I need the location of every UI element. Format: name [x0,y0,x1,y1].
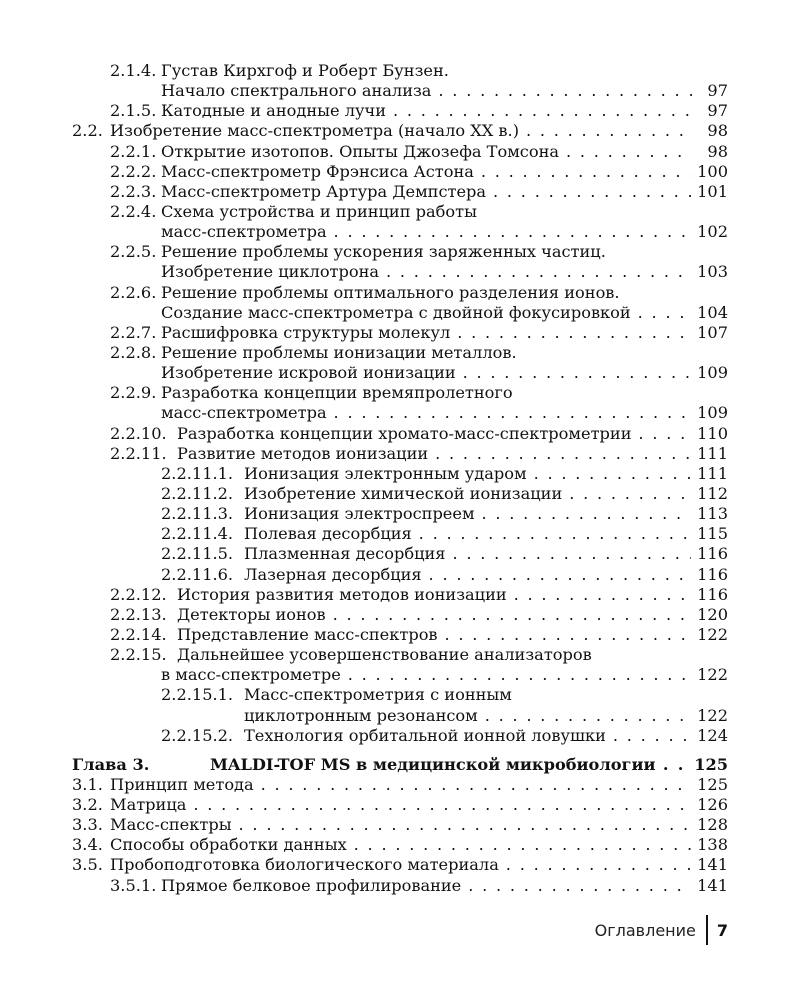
toc-section-number: 3.4. [72,835,103,855]
toc-section-number: 2.2.11.1. [161,463,234,483]
toc-section-title: Разработка концепции времяпролетного [161,383,513,403]
toc-section-number: 2.2.11.5. [161,544,234,564]
toc-entry [72,775,728,795]
toc-page-number: 116 [691,565,728,585]
toc-page-number: 104 [691,303,728,323]
toc-section-title: Решение проблемы ускорения заряженных частиц. [161,242,606,262]
toc-section-title: Катодные и анодные лучи . . . [161,101,692,121]
toc-section-number: 2.2.1. [110,141,157,161]
toc-section-title: История развития методов ионизации . . . [177,585,692,605]
toc-section-title: Ионизация электронным ударом . . . [244,464,692,484]
toc-entry [72,795,728,815]
toc-entry [72,645,728,665]
toc-section-title: Детекторы ионов . . . [177,605,692,625]
toc-section-title: Начало спектрального анализа . . . [161,81,692,101]
toc-section-number: 2.2.3. [110,181,157,201]
toc-entry [72,706,728,726]
toc-section-number: 2.2.11.3. [161,504,234,524]
toc-entry [72,484,728,504]
toc-section-number: 2.2.15.2. [161,725,234,745]
toc-section-title: Схема устройства и принцип работы [161,201,477,221]
toc-section-title: Дальнейшее усовершенствование анализаторов [177,645,592,665]
toc-section-number: 2.1.4. [110,61,157,80]
toc-section-number: 3.5.1. [110,875,157,895]
toc-section-title: Матрица . . . [110,795,692,815]
toc-section-number: 2.2.6. [110,282,157,302]
toc-entry [72,876,728,896]
toc-entry [72,81,728,101]
toc-section-number: 2.2.11.6. [161,564,234,584]
toc-entry [72,222,728,242]
toc-section-title: Масс-спектрометрия с ионным [244,685,512,705]
toc-section-title: Развитие методов ионизации . . . [177,444,692,464]
toc-page-number: 100 [691,162,728,182]
toc-entry [72,605,728,625]
toc-page-number: 103 [691,262,728,282]
toc-section-title: Способы обработки данных . . . [110,835,692,855]
toc-entry [72,121,728,141]
toc-page-number: 101 [691,182,728,202]
toc-entry [72,363,728,383]
toc-page-number: 122 [691,706,728,726]
toc-section-number: 2.1.5. [110,101,157,121]
toc-page-number: 124 [691,726,728,746]
toc-page-number: 97 [701,81,728,101]
toc-section-title: Создание масс-спектрометра с двойной фокусировкой . . . [161,303,692,323]
toc-page-number: 109 [691,403,728,423]
toc-chapter-entry [72,755,728,775]
toc-section-title: Принцип метода . . . [110,775,692,795]
toc-entry [72,262,728,282]
toc-page-number: 97 [701,101,728,121]
page-number: 7 [716,920,728,940]
toc-section-number: Глава 3. [72,754,150,774]
toc-page-number: 138 [691,835,728,855]
toc-page-number: 110 [691,424,728,444]
toc-entry [72,202,728,222]
toc-section-number: 2.2.2. [110,161,157,181]
toc-entry [72,424,728,444]
toc-entry [72,726,728,746]
toc-section-number: 2.2. [72,121,103,141]
toc-entry [72,242,728,262]
toc-section-title: Масс-спектрометр Фрэнсиса Астона . . . [161,162,692,182]
toc-section-title: циклотронным резонансом . . . [244,706,692,726]
toc-section-title: Густав Кирхгоф и Роберт Бунзен. [161,61,449,80]
toc-page-number: 107 [691,323,728,343]
toc-section-title: Полевая десорбция . . . [244,524,692,544]
toc-page-number: 112 [691,484,728,504]
running-title: Оглавление [594,920,696,940]
toc-section-number: 2.2.8. [110,342,157,362]
toc-section-title: Пробоподготовка биологического материала . . . [110,855,692,875]
toc-section-number: 2.2.5. [110,242,157,262]
toc-entry [72,685,728,705]
toc-page-number: 122 [691,665,728,685]
toc-entry [72,303,728,323]
toc-entry [72,182,728,202]
toc-entry [72,101,728,121]
toc-entry [72,625,728,645]
toc-entry [72,544,728,564]
toc-section-title: масс-спектрометра . . . [161,403,692,423]
toc-section-number: 3.1. [72,774,103,794]
toc-section-title: Изобретение химической ионизации . . . [244,484,692,504]
toc-entry [72,524,728,544]
toc-entry [72,323,728,343]
toc-entry [72,585,728,605]
toc-page-number: 113 [691,504,728,524]
toc-page-number: 122 [691,625,728,645]
toc-entry [72,61,728,81]
toc-section-title: Представление масс-спектров . . . [177,625,692,645]
toc-section-number: 2.2.4. [110,201,157,221]
toc-section-number: 2.2.7. [110,322,157,342]
toc-section-number: 2.2.10. [110,423,167,443]
toc-section-title: MALDI-TOF MS в медицинской микробиологии . . . [210,755,692,775]
toc-section-title: Технология орбитальной ионной ловушки . . . [244,726,692,746]
toc-section-title: Прямое белковое профилирование . . . [161,876,692,896]
toc-section-title: Плазменная десорбция . . . [244,544,692,564]
toc-page-number: 126 [691,795,728,815]
toc-section-number: 2.2.11.4. [161,524,234,544]
toc-section-number: 2.2.11. [110,443,167,463]
toc-entry [72,665,728,685]
toc-page-number: 102 [691,222,728,242]
toc-section-title: Решение проблемы ионизации металлов. [161,342,517,362]
toc-entry [72,343,728,363]
toc-section-title: Масс-спектры . . . [110,815,692,835]
toc-section-title: Изобретение циклотрона . . . [161,262,692,282]
toc-page-number: 141 [691,876,728,896]
toc-section-title: Изобретение искровой ионизации . . . [161,363,692,383]
toc-section-title: Лазерная десорбция . . . [244,565,692,585]
toc-page-number: 111 [691,444,728,464]
toc-entry [72,504,728,524]
toc-section-number: 2.2.13. [110,604,167,624]
toc-entry [72,383,728,403]
page-footer [595,915,728,945]
toc-entry [72,444,728,464]
toc-section-title: Разработка концепции хромато-масс-спектрометрии . . . [177,424,692,444]
toc-page-number: 116 [691,585,728,605]
toc-page-number: 115 [691,524,728,544]
toc-section-title: Изобретение масс-спектрометра (начало XX в.) . . . [110,121,692,141]
toc-page-number: 109 [691,363,728,383]
toc-section-title: Решение проблемы оптимального разделения ионов. [161,282,620,302]
toc-page-number: 128 [691,815,728,835]
toc-section-title: масс-спектрометра . . . [161,222,692,242]
toc-entry [72,162,728,182]
toc-section-number: 2.2.14. [110,624,167,644]
toc-entry [72,142,728,162]
toc-page-number: 125 [688,755,728,775]
toc-entry [72,403,728,423]
toc-page-number: 125 [691,775,728,795]
toc-section-title: Ионизация электроспреем . . . [244,504,692,524]
toc-page-number: 111 [691,464,728,484]
toc-page-number: 120 [691,605,728,625]
toc-section-title: Масс-спектрометр Артура Демпстера . . . [161,182,692,202]
toc-entry [72,283,728,303]
toc-page-number: 98 [701,121,728,141]
table-of-contents [72,61,728,896]
toc-section-title: Открытие изотопов. Опыты Джозефа Томсона . . . [161,142,692,162]
toc-entry [72,835,728,855]
toc-section-number: 2.2.11.2. [161,483,234,503]
toc-entry [72,855,728,875]
toc-section-number: 2.2.15.1. [161,685,234,705]
toc-section-number: 3.5. [72,855,103,875]
toc-section-number: 3.2. [72,795,103,815]
toc-page-number: 141 [691,855,728,875]
toc-section-title: в масс-спектрометре . . . [161,665,692,685]
toc-page-number: 98 [701,142,728,162]
toc-entry [72,565,728,585]
toc-page-number: 116 [691,544,728,564]
toc-entry [72,815,728,835]
toc-section-number: 3.3. [72,815,103,835]
toc-section-number: 2.2.12. [110,584,167,604]
toc-section-number: 2.2.9. [110,383,157,403]
toc-entry [72,464,728,484]
toc-section-title: Расшифровка структуры молекул . . . [161,323,692,343]
toc-section-number: 2.2.15. [110,645,167,665]
